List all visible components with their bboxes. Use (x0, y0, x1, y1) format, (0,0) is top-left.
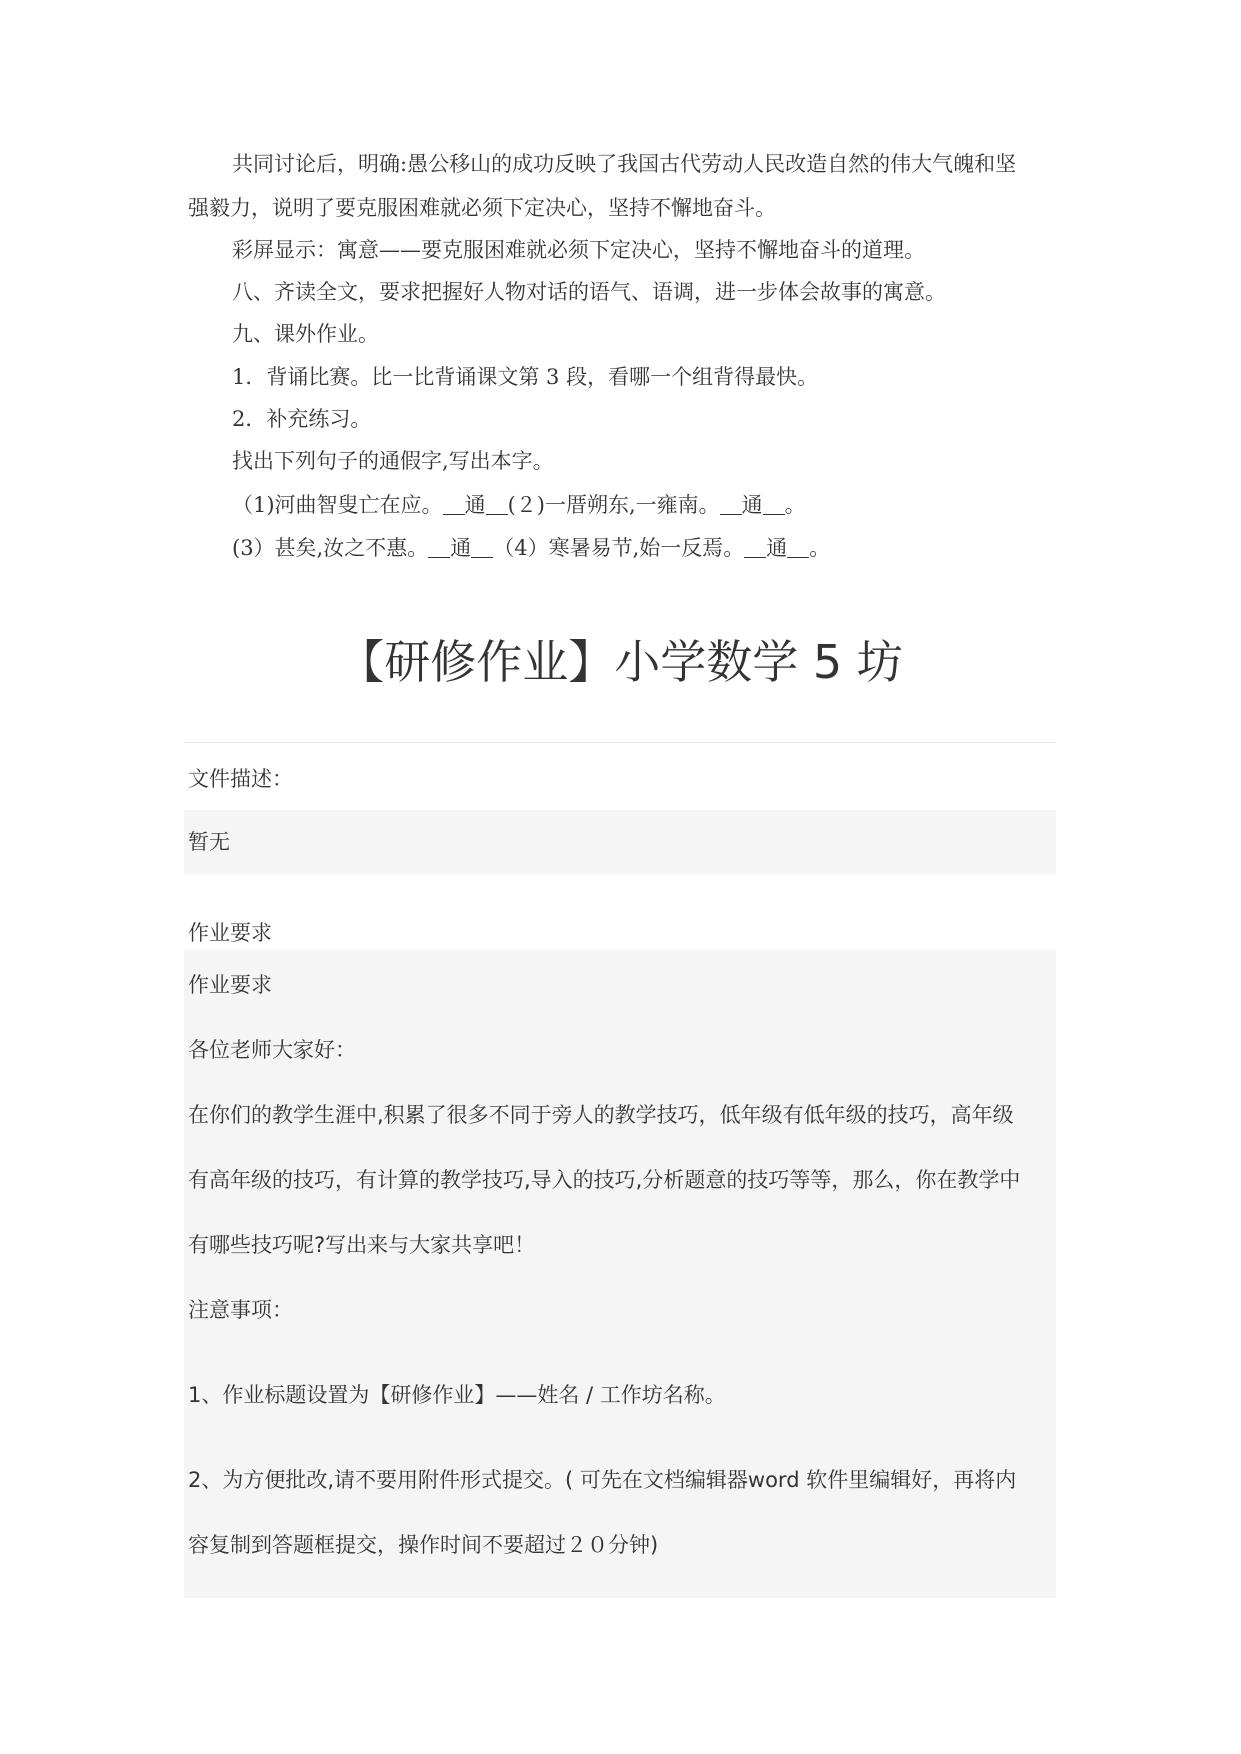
answer-blank (428, 537, 450, 558)
paragraph-moral: 彩屏显示：寓意——要克服困难就必须下定决心，坚持不懈地奋斗的道理。 (232, 238, 925, 262)
note-1: 1、作业标题设置为【研修作业】——姓名 / 工作坊名称。 (188, 1383, 726, 1407)
body-line-2: 有高年级的技巧，有计算的教学技巧,导入的技巧,分析题意的技巧等等，那么，你在教学中 (188, 1168, 1021, 1192)
paragraph-conclusion-line2: 强毅力，说明了要克服困难就必须下定决心，坚持不懈地奋斗。 (188, 196, 776, 220)
paragraph-instruction: 找出下列句子的通假字,写出本字。 (232, 449, 554, 473)
answer-blank (471, 537, 493, 558)
question-4: （4）寒暑易节,始一反焉。 (493, 536, 745, 560)
note-2-line-2: 容复制到答题框提交，操作时间不要超过２０分钟) (188, 1533, 659, 1557)
question-1: （1)河曲智叟亡在应。 (232, 493, 443, 517)
answer-blank (744, 537, 766, 558)
title-divider (184, 742, 1056, 743)
requirements-label: 作业要求 (188, 921, 272, 945)
file-description-box (184, 810, 1056, 874)
line-end-punct: 。 (809, 536, 831, 560)
greeting: 各位老师大家好： (188, 1038, 356, 1062)
exercise-line-2 (232, 534, 830, 562)
tong-label: 通 (450, 536, 472, 560)
body-line-1: 在你们的教学生涯中,积累了很多不同于旁人的教学技巧，低年级有低年级的技巧，高年级 (188, 1103, 1014, 1127)
paragraph-homework-heading: 九、课外作业。 (232, 322, 379, 346)
exercise-line-1 (232, 491, 806, 519)
page-title: 【研修作业】小学数学 5 坊 (338, 635, 903, 689)
requirements-heading: 作业要求 (188, 973, 272, 997)
answer-blank (720, 494, 742, 515)
answer-blank (787, 537, 809, 558)
requirements-box (184, 950, 1056, 1598)
tong-label: 通 (766, 536, 788, 560)
paragraph-exercise: 2．补充练习。 (232, 407, 372, 431)
question-2: (２)一厝朔东,一雍南。 (507, 493, 720, 517)
question-3: (3）甚矣,汝之不惠。 (232, 536, 429, 560)
answer-blank (486, 494, 508, 515)
answer-blank (443, 494, 465, 515)
body-line-3: 有哪些技巧呢?写出来与大家共享吧！ (188, 1233, 536, 1257)
paragraph-read-aloud: 八、齐读全文，要求把握好人物对话的语气、语调，进一步体会故事的寓意。 (232, 280, 946, 304)
file-description-value: 暂无 (188, 830, 230, 854)
line-end-punct: 。 (784, 493, 806, 517)
note-2-line-1: 2、为方便批改,请不要用附件形式提交。( 可先在文档编辑器word 软件里编辑好，再将内 (188, 1468, 1017, 1492)
tong-label: 通 (741, 493, 763, 517)
paragraph-recite: 1．背诵比赛。比一比背诵课文第 3 段，看哪一个组背得最快。 (232, 365, 819, 389)
tong-label: 通 (464, 493, 486, 517)
file-description-label: 文件描述： (188, 767, 293, 791)
notes-label: 注意事项： (188, 1298, 293, 1322)
answer-blank (763, 494, 785, 515)
paragraph-conclusion-line1: 共同讨论后，明确:愚公移山的成功反映了我国古代劳动人民改造自然的伟大气魄和坚 (232, 152, 1017, 176)
